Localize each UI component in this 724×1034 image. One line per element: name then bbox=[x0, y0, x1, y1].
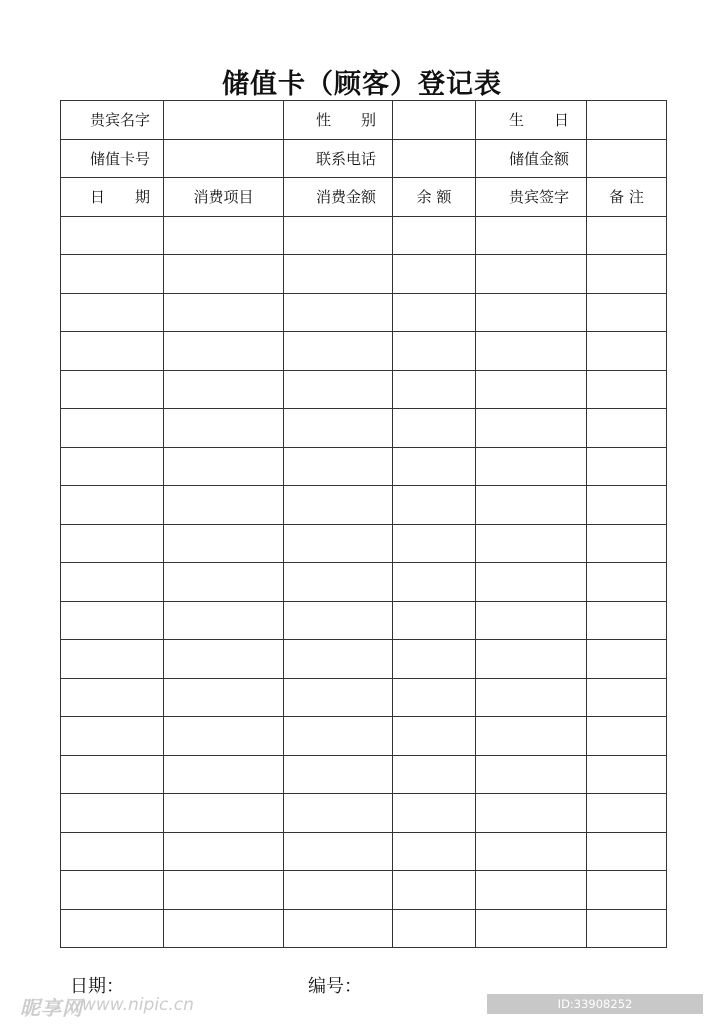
cell-balance[interactable] bbox=[393, 216, 476, 255]
cell-item[interactable] bbox=[164, 717, 284, 756]
cell-signature[interactable] bbox=[476, 332, 587, 371]
cell-balance[interactable] bbox=[393, 255, 476, 294]
table-row bbox=[61, 794, 667, 833]
cell-amount[interactable] bbox=[284, 640, 393, 679]
cell-item[interactable] bbox=[164, 640, 284, 679]
cell-date[interactable] bbox=[61, 755, 164, 794]
birthday-label: 生 日 bbox=[476, 101, 587, 140]
table-row bbox=[61, 832, 667, 871]
cell-balance[interactable] bbox=[393, 717, 476, 756]
cell-amount[interactable] bbox=[284, 486, 393, 525]
cell-amount[interactable] bbox=[284, 332, 393, 371]
cell-amount[interactable] bbox=[284, 255, 393, 294]
cell-signature[interactable] bbox=[476, 909, 587, 948]
cell-signature[interactable] bbox=[476, 293, 587, 332]
cell-balance[interactable] bbox=[393, 447, 476, 486]
cell-signature[interactable] bbox=[476, 871, 587, 910]
cell-amount[interactable] bbox=[284, 447, 393, 486]
watermark-brand: 昵享网 bbox=[20, 996, 83, 1020]
cell-remarks[interactable] bbox=[587, 332, 667, 371]
table-row bbox=[61, 640, 667, 679]
cell-date[interactable] bbox=[61, 909, 164, 948]
cell-remarks[interactable] bbox=[587, 370, 667, 409]
table-row bbox=[61, 486, 667, 525]
cell-remarks[interactable] bbox=[587, 524, 667, 563]
cell-amount[interactable] bbox=[284, 755, 393, 794]
cell-signature[interactable] bbox=[476, 678, 587, 717]
cell-item[interactable] bbox=[164, 563, 284, 602]
guest-name-field[interactable] bbox=[164, 101, 284, 140]
cell-balance[interactable] bbox=[393, 293, 476, 332]
cell-item[interactable] bbox=[164, 293, 284, 332]
table-row bbox=[61, 293, 667, 332]
stored-amount-label: 储值金额 bbox=[476, 139, 587, 178]
birthday-field[interactable] bbox=[587, 101, 667, 140]
column-header-row bbox=[61, 178, 667, 217]
cell-remarks[interactable] bbox=[587, 794, 667, 833]
cell-remarks[interactable] bbox=[587, 216, 667, 255]
footer-date-label: 日期： bbox=[70, 976, 124, 997]
cell-remarks[interactable] bbox=[587, 563, 667, 602]
cell-item[interactable] bbox=[164, 447, 284, 486]
phone-field[interactable] bbox=[393, 139, 476, 178]
cell-amount[interactable] bbox=[284, 871, 393, 910]
cell-amount[interactable] bbox=[284, 794, 393, 833]
table-row bbox=[61, 447, 667, 486]
cell-balance[interactable] bbox=[393, 678, 476, 717]
cell-remarks[interactable] bbox=[587, 409, 667, 448]
cell-amount[interactable] bbox=[284, 409, 393, 448]
cell-date[interactable] bbox=[61, 832, 164, 871]
cell-date[interactable] bbox=[61, 678, 164, 717]
table-row bbox=[61, 601, 667, 640]
cell-amount[interactable] bbox=[284, 293, 393, 332]
cell-balance[interactable] bbox=[393, 871, 476, 910]
col-remarks: 备 注 bbox=[587, 178, 667, 217]
cell-remarks[interactable] bbox=[587, 678, 667, 717]
col-date: 日 期 bbox=[61, 178, 164, 217]
cell-signature[interactable] bbox=[476, 601, 587, 640]
cell-date[interactable] bbox=[61, 293, 164, 332]
table-row bbox=[61, 332, 667, 371]
table-row bbox=[61, 563, 667, 602]
table-row bbox=[61, 909, 667, 948]
cell-remarks[interactable] bbox=[587, 293, 667, 332]
cell-remarks[interactable] bbox=[587, 871, 667, 910]
cell-signature[interactable] bbox=[476, 409, 587, 448]
cell-item[interactable] bbox=[164, 409, 284, 448]
cell-item[interactable] bbox=[164, 332, 284, 371]
cell-signature[interactable] bbox=[476, 216, 587, 255]
cell-amount[interactable] bbox=[284, 370, 393, 409]
cell-remarks[interactable] bbox=[587, 755, 667, 794]
col-balance: 余 额 bbox=[393, 178, 476, 217]
cell-item[interactable] bbox=[164, 832, 284, 871]
cell-signature[interactable] bbox=[476, 755, 587, 794]
cell-date[interactable] bbox=[61, 486, 164, 525]
cell-signature[interactable] bbox=[476, 486, 587, 525]
info-row-2 bbox=[61, 139, 667, 178]
card-number-label: 储值卡号 bbox=[61, 139, 164, 178]
info-row-1 bbox=[61, 101, 667, 140]
table-row bbox=[61, 370, 667, 409]
cell-remarks[interactable] bbox=[587, 909, 667, 948]
cell-signature[interactable] bbox=[476, 563, 587, 602]
cell-remarks[interactable] bbox=[587, 486, 667, 525]
table-row bbox=[61, 524, 667, 563]
cell-date[interactable] bbox=[61, 332, 164, 371]
gender-field[interactable] bbox=[393, 101, 476, 140]
cell-item[interactable] bbox=[164, 794, 284, 833]
cell-date[interactable] bbox=[61, 871, 164, 910]
cell-balance[interactable] bbox=[393, 601, 476, 640]
cell-item[interactable] bbox=[164, 370, 284, 409]
cell-item[interactable] bbox=[164, 486, 284, 525]
watermark-site: www.nipic.cn bbox=[82, 995, 194, 1015]
card-number-field[interactable] bbox=[164, 139, 284, 178]
cell-amount[interactable] bbox=[284, 909, 393, 948]
cell-date[interactable] bbox=[61, 216, 164, 255]
cell-item[interactable] bbox=[164, 216, 284, 255]
cell-item[interactable] bbox=[164, 678, 284, 717]
cell-date[interactable] bbox=[61, 563, 164, 602]
cell-balance[interactable] bbox=[393, 832, 476, 871]
cell-signature[interactable] bbox=[476, 255, 587, 294]
table-row bbox=[61, 216, 667, 255]
cell-balance[interactable] bbox=[393, 332, 476, 371]
table-row bbox=[61, 755, 667, 794]
cell-date[interactable] bbox=[61, 370, 164, 409]
cell-remarks[interactable] bbox=[587, 255, 667, 294]
stored-amount-field[interactable] bbox=[587, 139, 667, 178]
registration-table bbox=[60, 100, 667, 948]
cell-balance[interactable] bbox=[393, 755, 476, 794]
cell-item[interactable] bbox=[164, 871, 284, 910]
col-signature: 贵宾签字 bbox=[476, 178, 587, 217]
cell-amount[interactable] bbox=[284, 678, 393, 717]
cell-remarks[interactable] bbox=[587, 832, 667, 871]
table-row bbox=[61, 717, 667, 756]
cell-item[interactable] bbox=[164, 255, 284, 294]
cell-balance[interactable] bbox=[393, 524, 476, 563]
table-row bbox=[61, 678, 667, 717]
cell-date[interactable] bbox=[61, 409, 164, 448]
table-row bbox=[61, 409, 667, 448]
cell-date[interactable] bbox=[61, 255, 164, 294]
gender-label: 性 别 bbox=[284, 101, 393, 140]
cell-amount[interactable] bbox=[284, 832, 393, 871]
table-row bbox=[61, 255, 667, 294]
cell-balance[interactable] bbox=[393, 794, 476, 833]
phone-label: 联系电话 bbox=[284, 139, 393, 178]
cell-date[interactable] bbox=[61, 447, 164, 486]
watermark-id-bar: ID:33908252 NO:20220716163258655103 bbox=[487, 994, 703, 1014]
cell-remarks[interactable] bbox=[587, 447, 667, 486]
page-title: 储值卡（顾客）登记表 bbox=[222, 69, 502, 100]
cell-remarks[interactable] bbox=[587, 640, 667, 679]
guest-name-label: 贵宾名字 bbox=[61, 101, 164, 140]
cell-item[interactable] bbox=[164, 524, 284, 563]
cell-signature[interactable] bbox=[476, 524, 587, 563]
cell-signature[interactable] bbox=[476, 370, 587, 409]
cell-signature[interactable] bbox=[476, 640, 587, 679]
cell-balance[interactable] bbox=[393, 409, 476, 448]
cell-amount[interactable] bbox=[284, 216, 393, 255]
cell-date[interactable] bbox=[61, 794, 164, 833]
col-item: 消费项目 bbox=[164, 178, 284, 217]
table-row bbox=[61, 871, 667, 910]
cell-date[interactable] bbox=[61, 717, 164, 756]
cell-amount[interactable] bbox=[284, 601, 393, 640]
col-amount: 消费金额 bbox=[284, 178, 393, 217]
cell-balance[interactable] bbox=[393, 640, 476, 679]
footer-number-label: 编号： bbox=[308, 976, 362, 997]
cell-item[interactable] bbox=[164, 601, 284, 640]
cell-date[interactable] bbox=[61, 601, 164, 640]
cell-item[interactable] bbox=[164, 909, 284, 948]
cell-date[interactable] bbox=[61, 524, 164, 563]
cell-amount[interactable] bbox=[284, 717, 393, 756]
cell-balance[interactable] bbox=[393, 563, 476, 602]
cell-signature[interactable] bbox=[476, 447, 587, 486]
cell-date[interactable] bbox=[61, 640, 164, 679]
cell-balance[interactable] bbox=[393, 370, 476, 409]
cell-remarks[interactable] bbox=[587, 717, 667, 756]
cell-balance[interactable] bbox=[393, 486, 476, 525]
cell-signature[interactable] bbox=[476, 794, 587, 833]
cell-signature[interactable] bbox=[476, 832, 587, 871]
cell-amount[interactable] bbox=[284, 524, 393, 563]
cell-amount[interactable] bbox=[284, 563, 393, 602]
cell-item[interactable] bbox=[164, 755, 284, 794]
cell-balance[interactable] bbox=[393, 909, 476, 948]
cell-remarks[interactable] bbox=[587, 601, 667, 640]
cell-signature[interactable] bbox=[476, 717, 587, 756]
